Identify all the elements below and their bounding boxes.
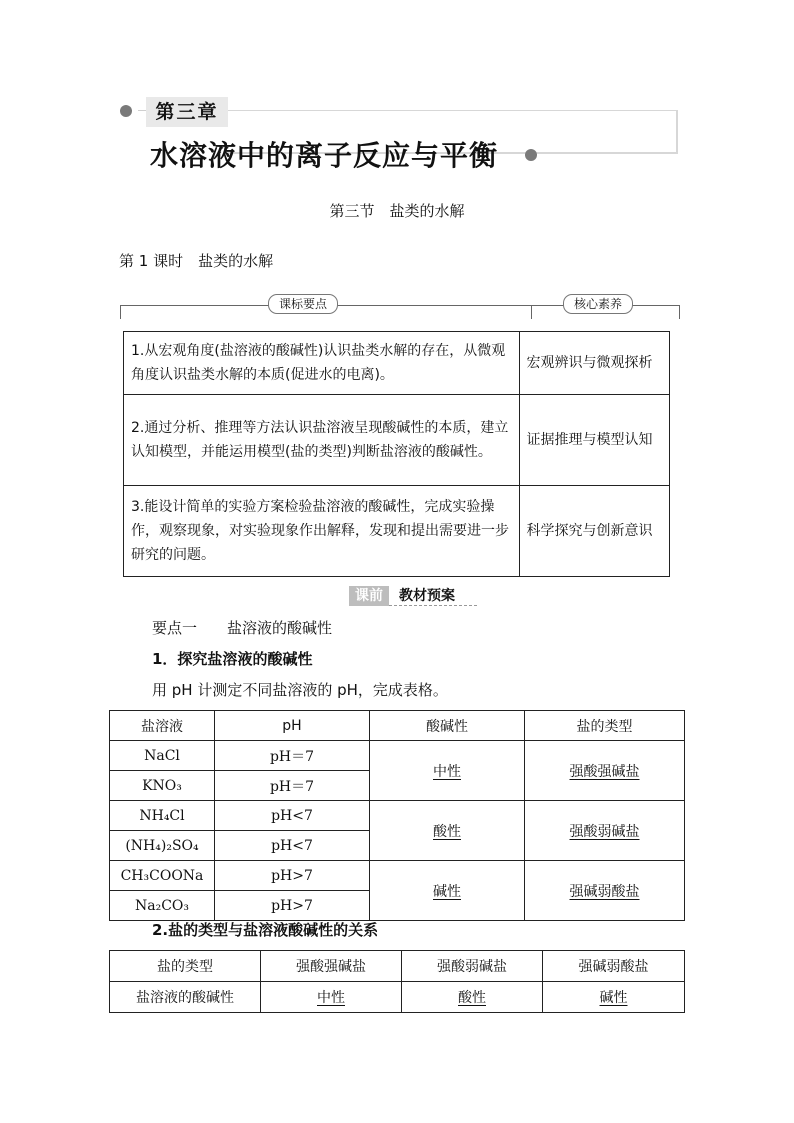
ph-cell: pH>7 [215, 861, 370, 891]
chapter-dot-right-icon [525, 149, 537, 161]
acidity-cell [370, 801, 525, 861]
requirement-text: 2.通过分析、推理等方法认识盐溶液呈现酸碱性的本质，建立认知模型，并能运用模型(盐的类型)判断盐溶液的酸碱性。 [124, 395, 520, 486]
table-row [124, 395, 670, 486]
table-row [110, 801, 685, 831]
table-row [110, 951, 685, 982]
acidity-answer: 酸性 [433, 823, 461, 840]
type-cell [525, 861, 685, 921]
acidity-answer: 中性 [317, 990, 345, 1006]
bar-tick-middle [531, 305, 532, 319]
header-cell: 强碱弱酸盐 [543, 951, 685, 982]
acidity-answer: 中性 [433, 763, 461, 780]
salt-cell: KNO₃ [110, 771, 215, 801]
ph-cell: pH＝7 [215, 741, 370, 771]
requirement-text: 3.能设计简单的实验方案检验盐溶液的酸碱性，完成实验操作，观察现象，对实验现象作出解释，发现和提出需要进一步研究的问题。 [124, 486, 520, 577]
preclass-tag: 课前 [349, 586, 389, 606]
header-cell: 盐的类型 [110, 951, 261, 982]
acidity-answer: 碱性 [599, 990, 628, 1006]
section-title: 第三节 盐类的水解 [329, 202, 465, 220]
header-cell: 强酸强碱盐 [261, 951, 402, 982]
ph-cell: pH<7 [215, 801, 370, 831]
point1-instruction: 用 pH 计测定不同盐溶液的 pH，完成表格。 [152, 681, 448, 699]
point2-subheading: 2.盐的类型与盐溶液酸碱性的关系 [152, 921, 379, 939]
ph-cell: pH>7 [215, 891, 370, 921]
literacy-label: 核心素养 [563, 294, 633, 314]
salt-cell: CH₃COONa [110, 861, 215, 891]
header-cell: 强酸弱碱盐 [402, 951, 543, 982]
bar-tick-left [120, 305, 121, 319]
row-label-cell: 盐溶液的酸碱性 [110, 982, 261, 1013]
requirement-text: 1.从宏观角度(盐溶液的酸碱性)认识盐类水解的存在，从微观角度认识盐类水解的本质(促进水的电离)。 [124, 332, 520, 395]
bar-tick-right [679, 305, 680, 319]
ph-cell: pH<7 [215, 831, 370, 861]
acidity-cell [370, 741, 525, 801]
salt-cell: NH₄Cl [110, 801, 215, 831]
literacy-text: 宏观辨识与微观探析 [519, 332, 669, 395]
type-cell [525, 741, 685, 801]
acidity-answer: 酸性 [458, 990, 486, 1006]
type-answer: 强酸弱碱盐 [569, 823, 640, 840]
salt-cell: NaCl [110, 741, 215, 771]
header-cell: 酸碱性 [370, 711, 525, 741]
literacy-text: 科学探究与创新意识 [519, 486, 669, 577]
chapter-title: 水溶液中的离子反应与平衡 [150, 139, 499, 172]
table-row [110, 861, 685, 891]
chapter-label: 第三章 [146, 97, 228, 127]
point1-heading: 要点一 盐溶液的酸碱性 [152, 619, 333, 637]
relation-table [109, 950, 685, 1013]
type-cell [525, 801, 685, 861]
acidity-cell [370, 861, 525, 921]
header-cell: 盐的类型 [525, 711, 685, 741]
type-answer: 强碱弱酸盐 [569, 883, 640, 900]
chapter-dot-left-icon [120, 105, 132, 117]
point1-subheading: 1．探究盐溶液的酸碱性 [152, 650, 313, 668]
header-cell: 盐溶液 [110, 711, 215, 741]
table-row [124, 486, 670, 577]
salt-cell: (NH₄)₂SO₄ [110, 831, 215, 861]
table-row [124, 332, 670, 395]
value-cell [402, 982, 543, 1013]
preclass-title: 教材预案 [399, 588, 455, 604]
table-row [110, 711, 685, 741]
requirements-label: 课标要点 [268, 294, 338, 314]
value-cell [261, 982, 402, 1013]
preclass-underline [389, 605, 477, 606]
table-row [110, 741, 685, 771]
header-cell: pH [215, 711, 370, 741]
literacy-text: 证据推理与模型认知 [519, 395, 669, 486]
salt-cell: Na₂CO₃ [110, 891, 215, 921]
ph-table [109, 710, 685, 921]
requirements-table [123, 331, 670, 577]
acidity-answer: 碱性 [433, 883, 461, 900]
type-answer: 强酸强碱盐 [569, 763, 640, 780]
lesson-title: 第 1 课时 盐类的水解 [119, 252, 274, 270]
ph-cell: pH＝7 [215, 771, 370, 801]
value-cell [543, 982, 685, 1013]
table-row [110, 982, 685, 1013]
